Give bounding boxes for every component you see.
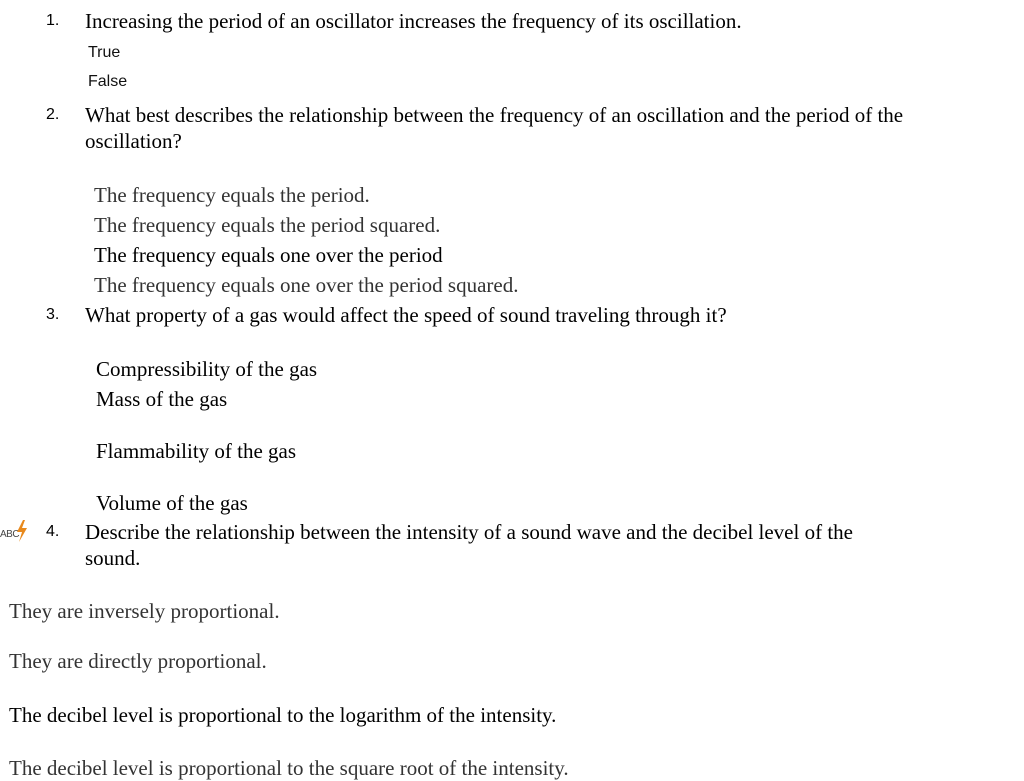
question-3-option-c[interactable]: Flammability of the gas xyxy=(96,439,297,463)
question-4-text-line-2: sound. xyxy=(85,546,141,570)
question-3-option-d[interactable]: Volume of the gas xyxy=(96,491,248,515)
question-2-option-a[interactable]: The frequency equals the period. xyxy=(94,183,370,207)
lightning-bolt-icon xyxy=(14,520,30,544)
question-2-option-b[interactable]: The frequency equals the period squared. xyxy=(94,213,441,237)
spellcheck-icon[interactable] xyxy=(0,520,30,546)
question-4-option-d[interactable]: The decibel level is proportional to the square root of the intensity. xyxy=(9,756,569,780)
question-2-option-d[interactable]: The frequency equals one over the period squared. xyxy=(94,273,519,297)
question-2-number: 2. xyxy=(46,106,60,123)
spellcheck-icon-label: ABC xyxy=(0,529,20,540)
question-2-option-c[interactable]: The frequency equals one over the period xyxy=(94,243,443,267)
question-4-option-c[interactable]: The decibel level is proportional to the logarithm of the intensity. xyxy=(9,703,557,727)
question-3-option-a[interactable]: Compressibility of the gas xyxy=(96,357,318,381)
question-1-option-true[interactable]: True xyxy=(88,44,121,61)
question-3-text: What property of a gas would affect the speed of sound traveling through it? xyxy=(85,303,727,327)
question-3-number: 3. xyxy=(46,306,60,323)
question-1-number: 1. xyxy=(46,12,60,29)
question-4-option-b[interactable]: They are directly proportional. xyxy=(9,649,267,673)
question-1-text: Increasing the period of an oscillator increases the frequency of its oscillation. xyxy=(85,9,742,33)
question-2-text-line-1: What best describes the relationship between the frequency of an oscillation and the period of the xyxy=(85,103,904,127)
question-2-text-line-2: oscillation? xyxy=(85,129,182,153)
question-4-number: 4. xyxy=(46,523,60,540)
question-4-text-line-1: Describe the relationship between the intensity of a sound wave and the decibel level of the xyxy=(85,520,853,544)
question-3-option-b[interactable]: Mass of the gas xyxy=(96,387,228,411)
question-1-option-false[interactable]: False xyxy=(88,73,128,90)
question-4-option-a[interactable]: They are inversely proportional. xyxy=(9,599,280,623)
